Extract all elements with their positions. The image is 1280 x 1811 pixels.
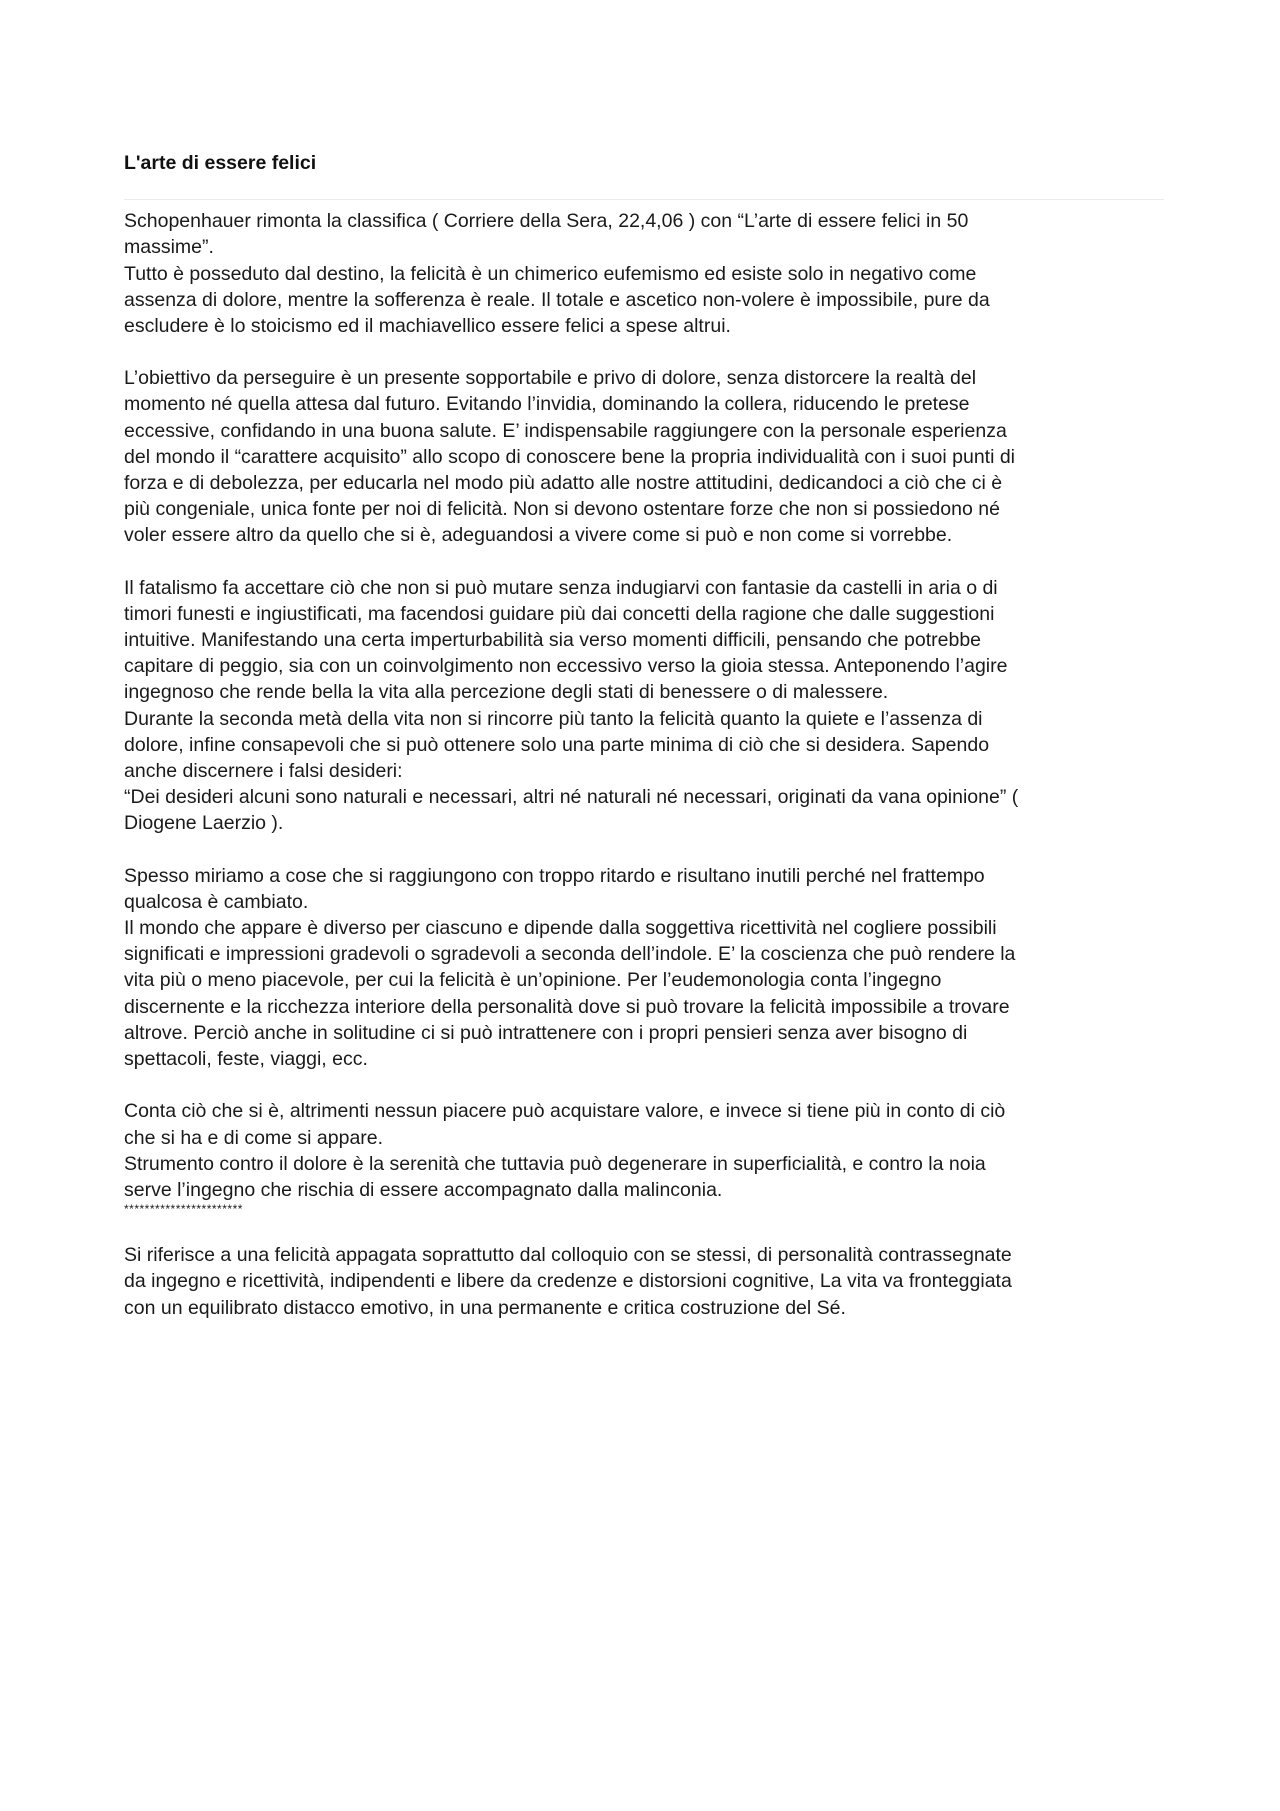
text-line: massime”. [124,236,214,259]
text-line: da ingegno e ricettività, indipendenti e libere da credenze e distorsioni cognitive, La vita va fronteggiata [124,1270,1012,1293]
paragraph-5 [124,1098,1164,1203]
text-line: forza e di debolezza, per educarla nel modo più adatto alle nostre attitudini, dedicandoci a ciò che ci è [124,472,1003,495]
title-divider [124,199,1164,200]
text-line: ingegnoso che rende bella la vita alla percezione degli stati di benessere o di malessere. [124,681,889,704]
text-line: assenza di dolore, mentre la sofferenza è reale. Il totale e ascetico non-volere è impossibile, pure da [124,288,990,311]
document-page [124,150,1164,1347]
paragraph-4 [124,863,1164,1073]
text-line: più congeniale, unica fonte per noi di felicità. Non si devono ostentare forze che non si possiedono né [124,498,1000,521]
asterisk-separator: *********************** [124,1202,243,1217]
text-line: altrove. Perciò anche in solitudine ci si può intrattenere con i propri pensieri senza aver bisogno di [124,1021,968,1044]
text-line: eccessive, confidando in una buona salute. E’ indispensabile raggiungere con la personale esperienza [124,419,1007,442]
text-line: momento né quella attesa dal futuro. Evitando l’invidia, dominando la collera, riducendo le pretese [124,393,970,416]
text-line: Il mondo che appare è diverso per ciascuno e dipende dalla soggettiva ricettività nel cogliere possibili [124,917,997,940]
text-line: significati e impressioni gradevoli o sgradevoli a seconda dell’indole. E’ la coscienza che può rendere la [124,943,1016,966]
text-line: Tutto è posseduto dal destino, la felicità è un chimerico eufemismo ed esiste solo in negativo come [124,262,977,285]
text-line: capitare di peggio, sia con un coinvolgimento non eccessivo verso la gioia stessa. Anteponendo l’agire [124,655,1008,678]
text-line: spettacoli, feste, viaggi, ecc. [124,1048,368,1071]
text-line: intuitive. Manifestando una certa imperturbabilità sia verso momenti difficili, pensando che potrebbe [124,629,982,652]
text-line: Spesso miriamo a cose che si raggiungono con troppo ritardo e risultano inutili perché nel frattempo [124,864,985,887]
text-line: anche discernere i falsi desideri: [124,760,403,783]
text-line: Il fatalismo fa accettare ciò che non si può mutare senza indugiarvi con fantasie da castelli in aria o di [124,576,998,599]
text-line: Schopenhauer rimonta la classifica ( Corriere della Sera, 22,4,06 ) con “L’arte di essere felici in 50 [124,210,969,233]
text-line: dolore, infine consapevoli che si può ottenere solo una parte minima di ciò che si desidera. Sapendo [124,733,990,756]
text-line: Durante la seconda metà della vita non si rincorre più tanto la felicità quanto la quiete e l’assenza di [124,707,983,730]
text-line: discernente e la ricchezza interiore della personalità dove si può trovare la felicità impossibile a trovare [124,995,1010,1018]
closing-paragraph [124,1242,1164,1321]
text-line: Strumento contro il dolore è la serenità che tuttavia può degenerare in superficialità, e contro la noia [124,1152,986,1175]
text-line: che si ha e di come si appare. [124,1126,384,1149]
text-line: “Dei desideri alcuni sono naturali e necessari, altri né naturali né necessari, originati da vana opinione” ( [124,786,1019,809]
paragraph-3 [124,575,1164,837]
paragraph-1 [124,208,1164,339]
text-line: voler essere altro da quello che si è, adeguandosi a vivere come si può e non come si vorrebbe. [124,524,953,547]
text-line: del mondo il “carattere acquisito” allo scopo di conoscere bene la propria individualità con i suoi punti di [124,445,1016,468]
text-line: Diogene Laerzio ). [124,812,284,835]
text-line: escludere è lo stoicismo ed il machiavellico essere felici a spese altrui. [124,315,731,338]
text-line: L’obiettivo da perseguire è un presente sopportabile e privo di dolore, senza distorcere la realtà del [124,367,977,390]
text-line: con un equilibrato distacco emotivo, in una permanente e critica costruzione del Sé. [124,1296,846,1319]
text-line: serve l’ingegno che rischia di essere accompagnato dalla malinconia. [124,1178,723,1201]
text-line: vita più o meno piacevole, per cui la felicità è un’opinione. Per l’eudemonologia conta l’ingegno [124,969,942,992]
document-title: L'arte di essere felici [124,152,317,174]
text-line: Conta ciò che si è, altrimenti nessun piacere può acquistare valore, e invece si tiene più in conto di ciò [124,1100,1006,1123]
text-line: timori funesti e ingiustificati, ma facendosi guidare più dai concetti della ragione che dalle suggestioni [124,602,995,625]
paragraph-2 [124,365,1164,548]
text-line: Si riferisce a una felicità appagata soprattutto dal colloquio con se stessi, di personalità contrassegnate [124,1244,1012,1267]
text-line: qualcosa è cambiato. [124,890,309,913]
